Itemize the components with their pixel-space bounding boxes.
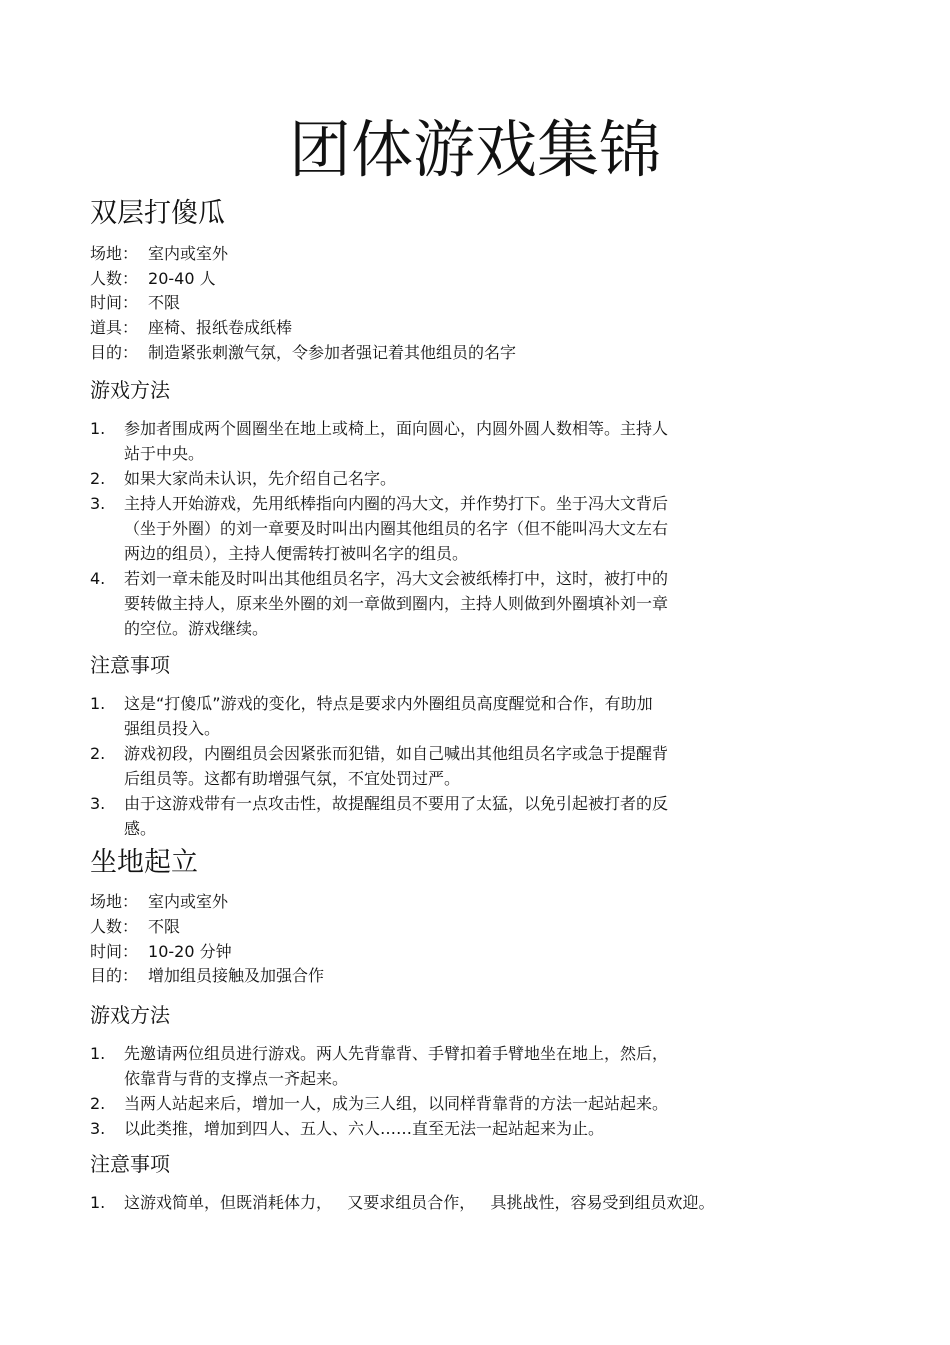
list-item-text [124,1041,750,1091]
list-item-line: 要转做主持人，原来坐外圈的刘一章做到圈内，主持人则做到外圈填补刘一章 [124,594,669,613]
list-item [90,466,750,491]
info-line [90,342,516,364]
info-label: 场地： [90,892,139,911]
info-label: 时间： [90,293,139,312]
list-item-text [124,1091,750,1116]
list-item-text [124,416,750,466]
info-line [90,317,292,339]
list-item-line: 若刘一章未能及时叫出其他组员名字，冯大文会被纸棒打中，这时，被打中的 [124,569,669,588]
list-item-text [124,741,750,791]
list-item-text [124,566,750,641]
list-item [90,691,750,741]
list-item [90,491,750,566]
list-item-number: 3. [90,794,106,813]
list-item-text [124,1116,750,1141]
list-item [90,416,750,466]
list-item-line: 参加者围成两个圆圈坐在地上或椅上，面向圆心，内圆外圆人数相等。主持人 [124,419,669,438]
game-title: 双层打傻瓜 [90,198,225,229]
list-item-line: 感。 [124,819,157,838]
document-title: 团体游戏集锦 [288,113,661,186]
info-line [90,243,228,265]
list-item-number: 1. [90,694,106,713]
list-item-text [124,791,750,841]
info-line [90,891,228,913]
game-title: 坐地起立 [90,847,198,878]
info-value: 室内或室外 [148,892,229,911]
section-title-notes: 注意事项 [90,1152,170,1176]
info-value: 10-20 分钟 [148,942,232,961]
list-item-text [124,466,750,491]
list-item-line: 这是“打傻瓜”游戏的变化，特点是要求内外圈组员高度醒觉和合作，有助加 [124,694,653,713]
list-item [90,566,750,641]
list-item-number: 2. [90,469,106,488]
list-item-text [124,491,750,566]
info-label: 目的： [90,966,139,985]
list-item-line: 当两人站起来后，增加一人，成为三人组，以同样背靠背的方法一起站起来。 [124,1094,669,1113]
info-value: 20-40 人 [148,269,216,288]
list-item-line: 这游戏简单，但既消耗体力， 又要求组员合作， 具挑战性，容易受到组员欢迎。 [124,1193,715,1212]
list-item [90,1041,750,1091]
info-value: 增加组员接触及加强合作 [148,966,325,985]
list-item-line: 后组员等。这都有助增强气氛，不宜处罚过严。 [124,769,461,788]
list-item-line: 由于这游戏带有一点攻击性，故提醒组员不要用了太猛，以免引起被打者的反 [124,794,669,813]
list-item [90,1116,750,1141]
list-item [90,741,750,791]
section-title-method: 游戏方法 [90,1003,170,1027]
info-value: 制造紧张刺激气氛，令参加者强记着其他组员的名字 [148,343,517,362]
list-item-line: 站于中央。 [124,444,205,463]
info-label: 时间： [90,942,139,961]
list-item-line: 依靠背与背的支撑点一齐起来。 [124,1069,349,1088]
list-item-number: 2. [90,1094,106,1113]
list-item-number: 4. [90,569,106,588]
list-item-line: 主持人开始游戏，先用纸棒指向内圈的冯大文，并作势打下。坐于冯大文背后 [124,494,669,513]
info-line [90,965,324,987]
section-title-method: 游戏方法 [90,378,170,402]
info-label: 场地： [90,244,139,263]
list-item-number: 1. [90,1044,106,1063]
list-item [90,1091,750,1116]
info-label: 目的： [90,343,139,362]
info-line [90,916,180,938]
info-value: 不限 [148,293,181,312]
list-item-text [124,691,750,741]
list-item-text [124,1190,790,1215]
list-item-line: 以此类推，增加到四人、五人、六人……直至无法一起站起来为止。 [124,1119,605,1138]
list-item-line: 先邀请两位组员进行游戏。两人先背靠背、手臂扣着手臂地坐在地上，然后， [124,1044,669,1063]
list-item-number: 3. [90,1119,106,1138]
list-item-line: 游戏初段，内圈组员会因紧张而犯错，如自己喊出其他组员名字或急于提醒背 [124,744,669,763]
list-item [90,1190,790,1215]
list-item-line: （坐于外圈）的刘一章要及时叫出内圈其他组员的名字（但不能叫冯大文左右 [124,519,669,538]
info-value: 座椅、报纸卷成纸棒 [148,318,293,337]
list-item-number: 2. [90,744,106,763]
list-item-number: 3. [90,494,106,513]
list-item-line: 如果大家尚未认识，先介绍自己名字。 [124,469,397,488]
list-item-line: 强组员投入。 [124,719,221,738]
info-line [90,268,216,290]
info-line [90,941,232,963]
list-item-line: 两边的组员），主持人便需转打被叫名字的组员。 [124,544,469,563]
section-title-notes: 注意事项 [90,653,170,677]
info-value: 室内或室外 [148,244,229,263]
list-item-number: 1. [90,1193,106,1212]
info-label: 道具： [90,318,139,337]
info-line [90,292,180,314]
info-label: 人数： [90,917,139,936]
list-item-line: 的空位。游戏继续。 [124,619,269,638]
list-item [90,791,750,841]
list-item-number: 1. [90,419,106,438]
info-label: 人数： [90,269,139,288]
info-value: 不限 [148,917,181,936]
